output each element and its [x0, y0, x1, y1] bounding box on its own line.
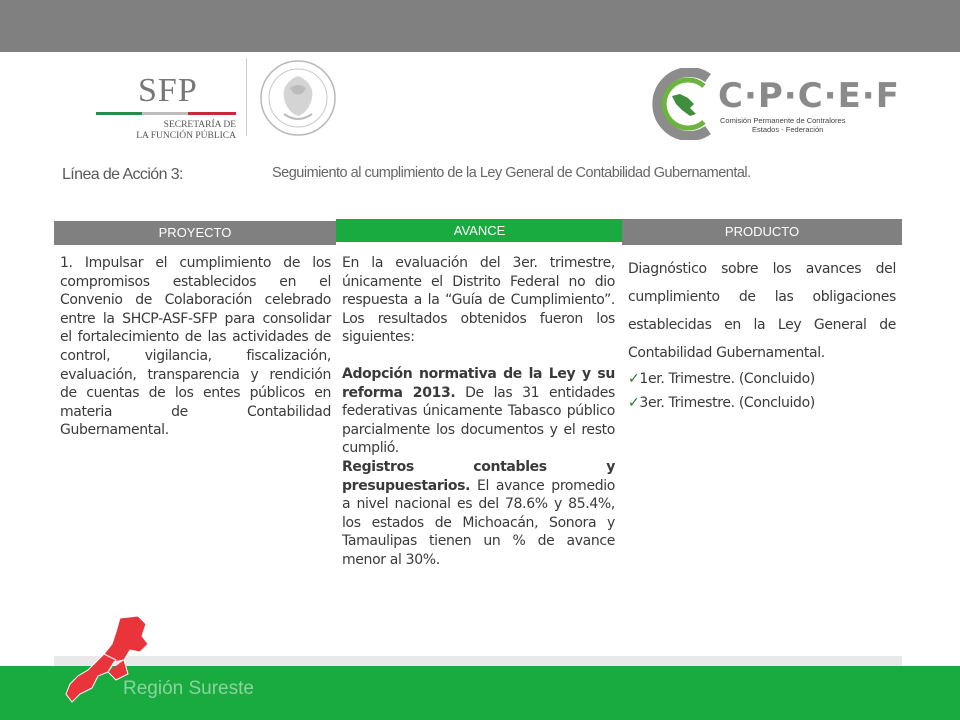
avance-adopcion: Adopción normativa de la Ley y su reforma 2013. De las 31 entidades federativas únicamente Tabasco público parcialmente los documentos y el resto cumplió.	[342, 365, 615, 457]
sfp-logo	[96, 72, 241, 142]
header-proyecto: PROYECTO	[54, 221, 336, 245]
cpcef-logo-word: C·P·C·E·F	[718, 76, 900, 116]
checkmark-icon: ✓	[628, 395, 640, 411]
avance-intro: En la evaluación del 3er. trimestre, únicamente el Distrito Federal no dio respuesta a la “Guía de Cumplimiento”. Los resultados obtenidos fueron los siguientes:	[342, 255, 615, 346]
producto-text: Diagnóstico sobre los avances del cumplimiento de las obligaciones establecidas en la Ley General de Contabilidad Gubernamental.	[628, 261, 896, 361]
sfp-logo-word: SFP	[138, 72, 198, 109]
cell-producto	[628, 255, 896, 415]
mexico-seal-icon	[258, 58, 338, 138]
cpcef-emblem-icon	[650, 68, 716, 140]
linea-de-accion-label: Línea de Acción 3:	[62, 166, 183, 183]
cell-proyecto: 1. Impulsar el cumplimiento de los compromisos establecidos en el Convenio de Colaboración celebrado entre la SHCP-ASF-SFP para consolidar el fortalecimiento de las actividades de control, vigilancia, fiscalización, evaluación, transparencia y rendición de cuentas de los entes públicos en materia de Contabilidad Gubernamental.	[60, 255, 331, 439]
producto-item-1: ✓1er. Trimestre. (Concluido)	[628, 371, 815, 387]
sfp-logo-tricolor	[96, 112, 236, 118]
cpcef-logo	[650, 64, 900, 144]
header-producto: PRODUCTO	[622, 219, 902, 245]
header-avance: AVANCE	[336, 219, 623, 242]
linea-de-accion-title: Seguimiento al cumplimiento de la Ley General de Contabilidad Gubernamental.	[272, 165, 751, 181]
region-label: Región Sureste	[123, 678, 254, 699]
cell-avance	[342, 254, 615, 570]
avance-registros: Registros contables y presupuestarios. El avance promedio a nivel nacional es del 78.6% y 85.4%, los estados de Michoacán, Sonora y Tamaulipas tienen un % de avance menor al 30%.	[342, 458, 615, 568]
producto-item-2: ✓3er. Trimestre. (Concluido)	[628, 395, 815, 411]
cpcef-logo-subtitle: Comisión Permanente de Contralores Estados - Federación	[720, 116, 846, 134]
logo-divider	[246, 58, 247, 136]
table-footer-strip	[54, 656, 902, 666]
top-bar	[0, 0, 960, 52]
sfp-logo-subtitle: SECRETARÍA DE LA FUNCIÓN PÚBLICA	[136, 120, 236, 141]
checkmark-icon: ✓	[628, 371, 640, 387]
